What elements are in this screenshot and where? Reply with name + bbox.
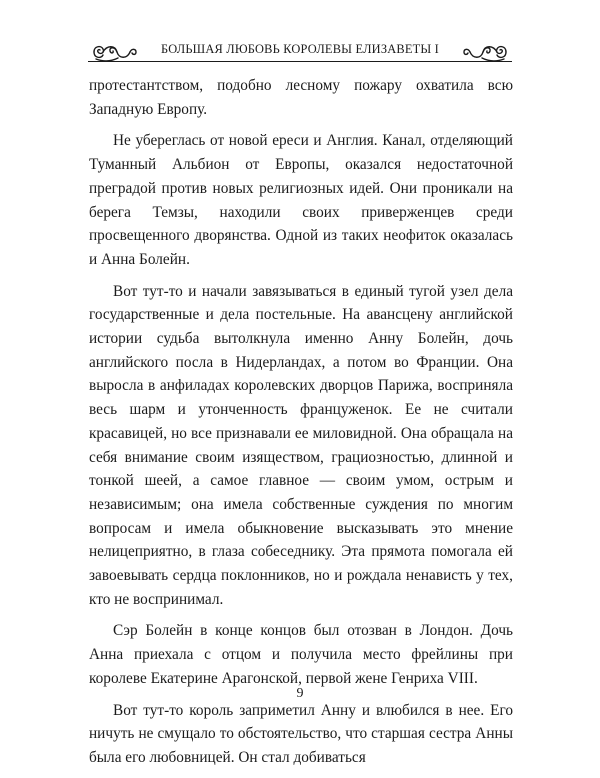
paragraph: протестантством, подобно лесному пожару охватила всю Западную Европу.: [89, 77, 513, 118]
paragraph: Не убереглась от новой ереси и Англия. Канал, отделяющий Туманный Альбион от Европы, оказался недостаточной преградой против новых религиозных идей. Они проникали на берега Темзы, находили своих приверженцев среди просвещенного дворянства. Одной из таких неофиток оказалась и Анна Болейн.: [89, 132, 513, 268]
paragraph: Вот тут-то король заприметил Анну и влюбился в нее. Его ничуть не смущало то обстоятельство, что старшая сестра Анны была его любовницей. Он стал добиваться: [89, 701, 513, 766]
paragraph: Вот тут-то и начали завязываться в единый тугой узел дела государственные и дела постельные. На авансцену английской истории судьба вытолкнула именно Анну Болейн, дочь английского посла в Нидерландах, а потом во Франции. Она выросла в анфиладах королевских дворцов Парижа, восприняла весь шарм и утонченность француженок. Ее не считали красавицей, но все признавали ее миловидной. Она обращала на себя внимание своим изяществом, грациозностью, длинной и тонкой шеей, а самое главное — своим умом, острым и независимым; она имела собственные суждения по многим вопросам и имела обыкновение высказывать это мнение нелицеприятно, в глаза собеседнику. Эта прямота помогала ей завоевывать сердца поклонников, но и рождала ненависть у тех, кто не воспринимал.: [89, 282, 513, 608]
header-divider: [88, 61, 512, 62]
running-header-title: БОЛЬШАЯ ЛЮБОВЬ КОРОЛЕВЫ ЕЛИЗАВЕТЫ I: [160, 42, 440, 56]
page-number: 9: [296, 686, 304, 701]
page-body: [89, 74, 513, 778]
running-header: [88, 34, 512, 70]
paragraph: Сэр Болейн в конце концов был отозван в Лондон. Дочь Анна приехала с отцом и получила место фрейлины при королеве Екатерине Арагонской, первой жене Генриха VIII.: [89, 622, 513, 687]
